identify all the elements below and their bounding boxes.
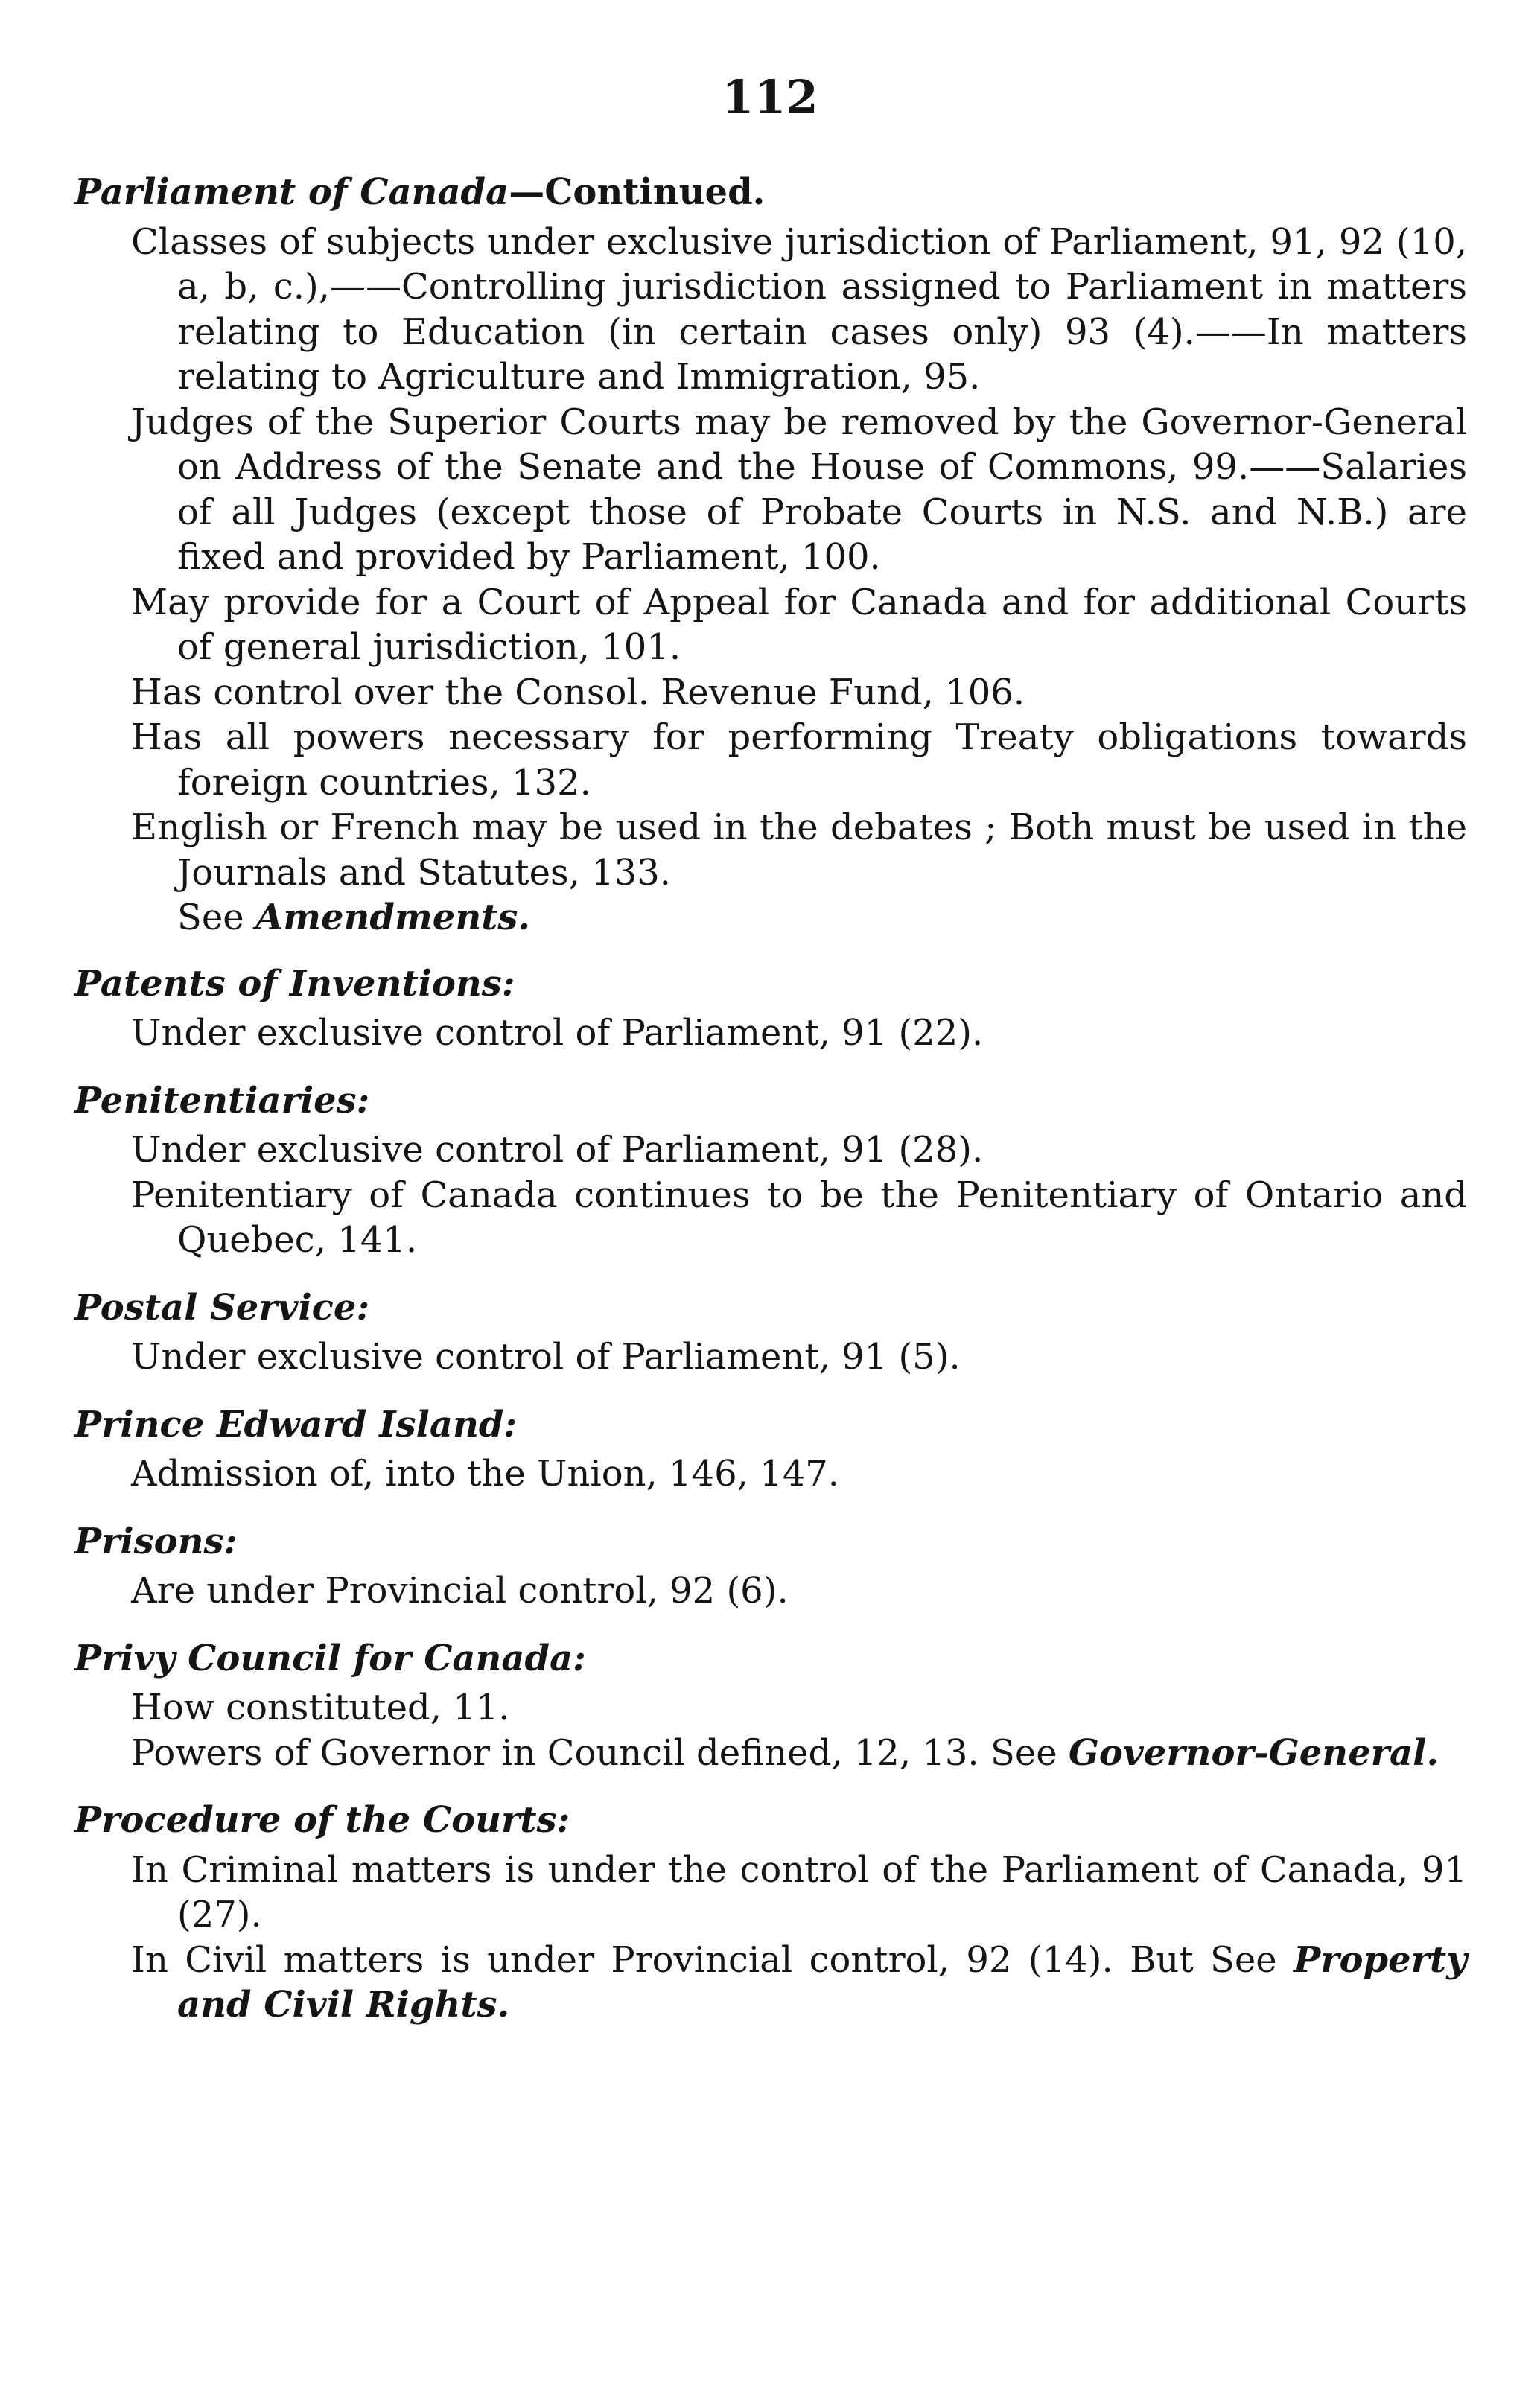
- index-body: [74, 170, 1467, 2050]
- section-heading: [74, 170, 1467, 215]
- section-procedure-of-courts: [74, 1798, 1467, 2028]
- index-entry: In Criminal matters is under the control of the Parliament of Canada, 91 (27).: [131, 1848, 1467, 1935]
- section-heading: Procedure of the Courts:: [74, 1799, 570, 1841]
- section-privy-council: [74, 1636, 1467, 1776]
- see-prefix: See: [177, 897, 255, 938]
- see-ref: Governor-General.: [1068, 1731, 1439, 1774]
- index-entry: Has all powers necessary for performing Treaty obligations towards foreign countries, 132.: [131, 716, 1467, 804]
- section-postal-service: [74, 1285, 1467, 1380]
- section-heading: Postal Service:: [74, 1286, 370, 1329]
- index-entry: Under exclusive control of Parliament, 91 (5).: [131, 1336, 961, 1378]
- see-ref: Amendments.: [255, 897, 531, 938]
- index-entry-with-see: [131, 1731, 1467, 1776]
- index-entry: Under exclusive control of Parliament, 91 (28).: [131, 1129, 984, 1171]
- section-heading: Patents of Inventions:: [74, 962, 515, 1005]
- heading-text: Parliament of Canada: [74, 171, 509, 213]
- section-prisons: [74, 1519, 1467, 1614]
- entry-text: In Civil matters is under Provincial control, 92 (14). But See: [131, 1938, 1294, 1981]
- index-entry: Classes of subjects under exclusive jurisdiction of Parliament, 91, 92 (10, a, b, c.),——Controlling jurisdiction assigned to Parliament in matters relating to Education (in certain cases only) 93 (4).——In matters relating to Agriculture and Immigration, 95.: [131, 220, 1467, 398]
- section-patents-of-inventions: [74, 961, 1467, 1056]
- page-number: 112: [722, 70, 818, 124]
- see-ref: Property and Civil Rights.: [177, 1938, 1467, 2026]
- see-reference: [131, 895, 1467, 941]
- section-parliament-of-canada: [74, 170, 1467, 941]
- index-entry: Under exclusive control of Parliament, 91 (22).: [131, 1012, 984, 1054]
- section-heading: Privy Council for Canada:: [74, 1637, 586, 1679]
- heading-continued: —Continued.: [509, 171, 766, 213]
- index-entry: Judges of the Superior Courts may be removed by the Governor-General on Address of the Senate and the House of Commons, 99.——Salaries of all Judges (except those of Probate Courts in N.S. and N.B.) are fixed and provided by Parliament, 100.: [131, 401, 1467, 578]
- index-entry: Has control over the Consol. Revenue Fund, 106.: [131, 671, 1025, 713]
- section-penitentiaries: [74, 1078, 1467, 1263]
- index-entry: Are under Provincial control, 92 (6).: [131, 1570, 789, 1612]
- section-prince-edward-island: [74, 1402, 1467, 1497]
- entry-text: Powers of Governor in Council defined, 12, 13. See: [131, 1731, 1069, 1774]
- section-heading: Prince Edward Island:: [74, 1403, 518, 1445]
- index-entry: Penitentiary of Canada continues to be the Penitentiary of Ontario and Quebec, 141.: [131, 1174, 1467, 1261]
- index-entry: How constituted, 11.: [131, 1687, 510, 1728]
- index-entry: May provide for a Court of Appeal for Canada and for additional Courts of general jurisdiction, 101.: [131, 581, 1467, 668]
- section-heading: Prisons:: [74, 1520, 238, 1562]
- index-entry: English or French may be used in the debates ; Both must be used in the Journals and Statutes, 133.: [131, 806, 1467, 894]
- index-entry: Admission of, into the Union, 146, 147.: [131, 1453, 840, 1495]
- section-heading: Penitentiaries:: [74, 1079, 370, 1121]
- index-entry-with-see: [131, 1938, 1467, 2028]
